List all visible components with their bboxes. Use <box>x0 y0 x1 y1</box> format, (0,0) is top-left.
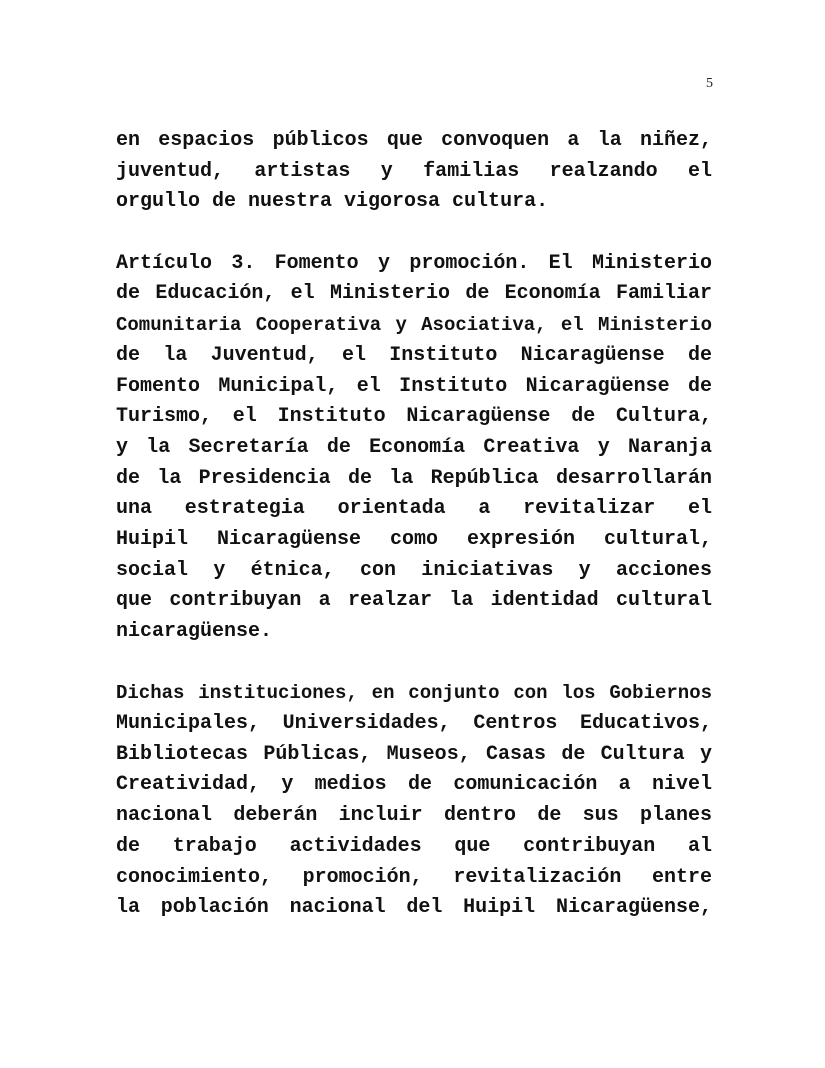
text-line: Fomento Municipal, el Instituto Nicaragüense de <box>116 374 712 398</box>
text-line: Dichas instituciones, en conjunto con los Gobiernos <box>116 682 712 705</box>
text-line: social y étnica, con iniciativas y acciones <box>116 558 712 582</box>
text-line: de Educación, el Ministerio de Economía Familiar <box>116 282 712 306</box>
text-line: la población nacional del Huipil Nicaragüense, <box>116 896 712 920</box>
paragraph-continuation <box>116 126 712 218</box>
text-line: que contribuyan a realzar la identidad cultural <box>116 589 712 613</box>
text-line: Municipales, Universidades, Centros Educativos, <box>116 712 712 736</box>
text-line: juventud, artistas y familias realzando el <box>116 159 712 183</box>
text-line: Huipil Nicaragüense como expresión cultural, <box>116 527 712 551</box>
text-line: orgullo de nuestra vigorosa cultura. <box>116 190 549 214</box>
text-line: Bibliotecas Públicas, Museos, Casas de Cultura y <box>116 742 712 766</box>
text-line: una estrategia orientada a revitalizar el <box>116 497 712 521</box>
text-line: nacional deberán incluir dentro de sus planes <box>116 804 712 828</box>
text-line: Turismo, el Instituto Nicaragüense de Cultura, <box>116 405 712 429</box>
text-line: de trabajo actividades que contribuyan al <box>116 834 712 858</box>
text-line: Artículo 3. Fomento y promoción. El Ministerio <box>116 251 712 275</box>
document-body <box>116 126 712 955</box>
text-line: conocimiento, promoción, revitalización entre <box>116 865 712 889</box>
paragraph-article-3 <box>116 249 712 648</box>
paragraph-institutions <box>116 678 712 924</box>
page-number: 5 <box>706 76 713 91</box>
text-line: Creatividad, y medios de comunicación a nivel <box>116 773 712 797</box>
text-line: de la Presidencia de la República desarrollarán <box>116 466 712 490</box>
text-line: Comunitaria Cooperativa y Asociativa, el Ministerio <box>116 314 712 337</box>
text-line: nicaragüense. <box>116 620 273 643</box>
text-line: en espacios públicos que convoquen a la niñez, <box>116 129 712 152</box>
text-line: y la Secretaría de Economía Creativa y Naranja <box>116 435 712 459</box>
text-line: de la Juventud, el Instituto Nicaragüense de <box>116 343 712 367</box>
